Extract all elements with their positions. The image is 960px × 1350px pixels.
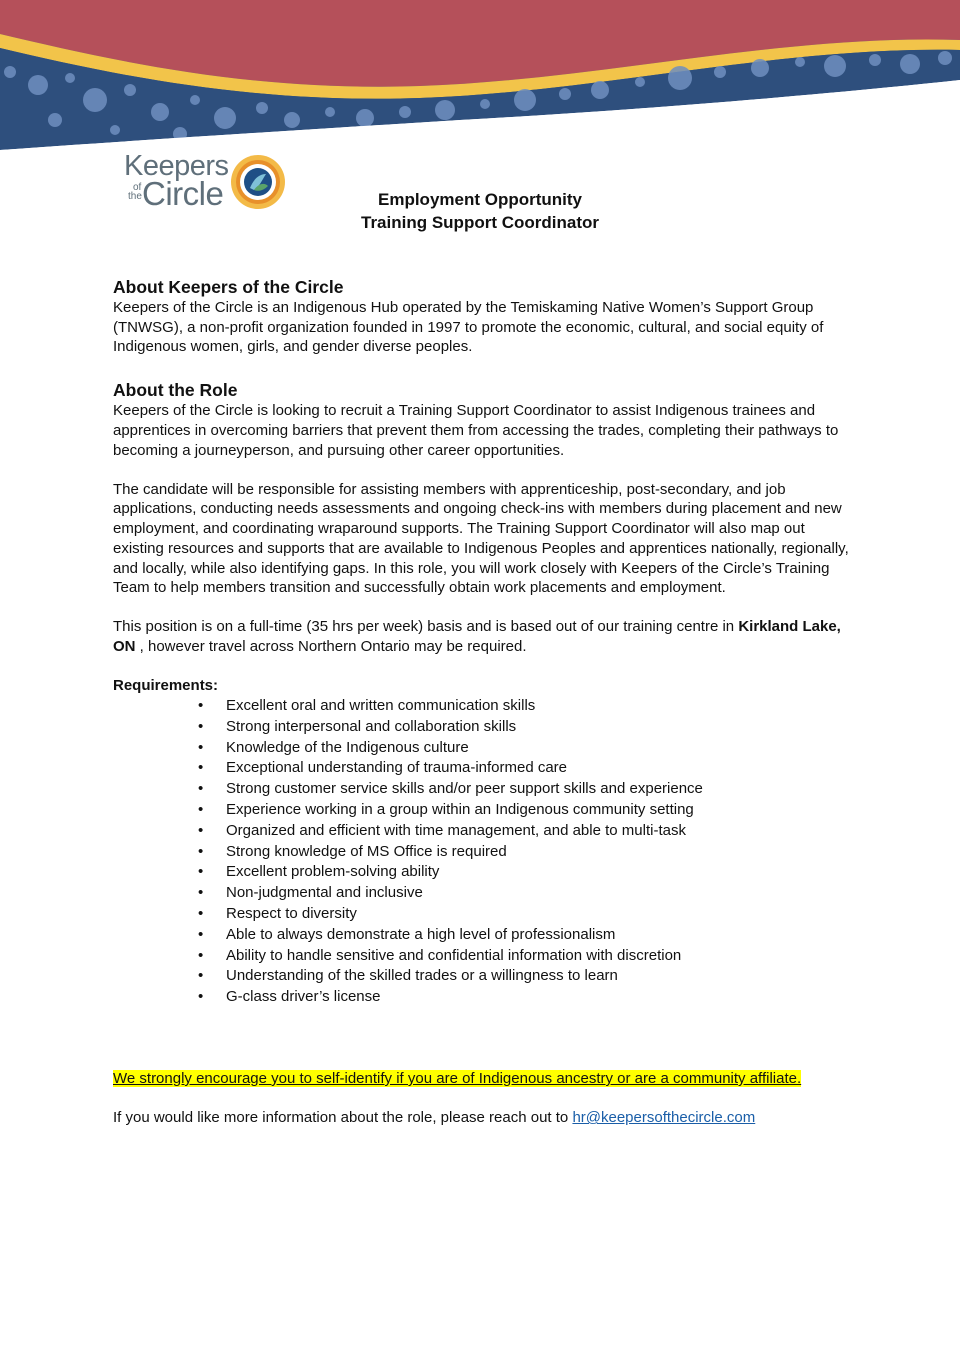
requirement-item: • G-class driver’s license: [113, 987, 853, 1008]
about-org-heading: About Keepers of the Circle: [113, 277, 344, 297]
bullet-icon: •: [198, 738, 204, 756]
bullet-icon: •: [198, 884, 204, 902]
self-identify-note: We strongly encourage you to self-identify if you are of Indigenous ancestry or are a community affiliate.: [113, 1070, 802, 1087]
bullet-icon: •: [198, 717, 204, 735]
about-org-body: Keepers of the Circle is an Indigenous Hub operated by the Temiskaming Native Women’s Support Group (TNWSG), a non-profit organization founded in 1997 to promote the economic, cultural, and social equity of Indigenous women, girls, and gender diverse peoples.: [113, 299, 824, 356]
page-title: Employment Opportunity: [378, 190, 582, 209]
requirement-item: • Strong knowledge of MS Office is required: [113, 842, 853, 863]
bullet-icon: •: [198, 967, 204, 985]
location-text: Kirkland Lake, ON: [113, 618, 841, 656]
requirement-item: • Excellent problem-solving ability: [113, 862, 853, 883]
job-title: Training Support Coordinator: [361, 213, 599, 232]
about-role-paragraph-2: The candidate will be responsible for assisting members with apprenticeship, post-secondary, and job applications, conducting needs assessments and ongoing check-ins with members during placement and new employment, and coordinating wraparound supports. The Training Support Coordinator will also map out existing resources and supports that are available to Indigenous Peoples and apprentices nationally, regionally, and locally, while also identifying gaps. In this role, you will work closely with Keepers of the Circle’s Training Team to help members transition and successfully obtain work placements and employment.: [113, 480, 849, 597]
header-banner: [0, 0, 960, 160]
bullet-icon: •: [198, 780, 204, 798]
bullet-icon: •: [198, 842, 204, 860]
about-role-paragraph-3: This position is on a full-time (35 hrs per week) basis and is based out of our training centre in Kirkland Lake, ON , however travel across Northern Ontario may be required.: [113, 618, 841, 656]
bullet-icon: •: [198, 988, 204, 1006]
bullet-icon: •: [198, 801, 204, 819]
bullet-icon: •: [198, 821, 204, 839]
contact-email-link[interactable]: hr@keepersofthecircle.com: [572, 1109, 756, 1127]
logo-of-the-text: of the: [128, 182, 142, 202]
requirement-item: • Strong customer service skills and/or peer support skills and experience: [113, 779, 853, 800]
bullet-icon: •: [198, 863, 204, 881]
requirement-item: • Strong interpersonal and collaboration skills: [113, 717, 853, 738]
about-role-heading: About the Role: [113, 380, 238, 401]
requirement-item: • Able to always demonstrate a high level of professionalism: [113, 925, 853, 946]
requirement-item: • Ability to handle sensitive and confidential information with discretion: [113, 946, 853, 967]
requirement-item: • Understanding of the skilled trades or a willingness to learn: [113, 966, 853, 987]
requirement-item: • Organized and efficient with time management, and able to multi-task: [113, 821, 853, 842]
requirement-item: • Excellent oral and written communication skills: [113, 696, 853, 717]
contact-line: If you would like more information about the role, please reach out to hr@keepersofthecircle.com: [113, 1109, 756, 1127]
requirement-item: • Knowledge of the Indigenous culture: [113, 738, 853, 759]
bullet-icon: •: [198, 759, 204, 777]
requirements-list: [113, 696, 853, 1008]
logo-keepers-text: Keepers: [124, 150, 229, 182]
bullet-icon: •: [198, 925, 204, 943]
title-block: [0, 188, 960, 234]
about-role-paragraph-1: Keepers of the Circle is looking to recruit a Training Support Coordinator to assist Indigenous trainees and apprentices in overcoming barriers that prevent them from accessing the trades, completing their pathways to becoming a journeyperson, and pursuing other career opportunities.: [113, 402, 839, 459]
document-body: [113, 276, 853, 1128]
requirement-item: • Experience working in a group within an Indigenous community setting: [113, 800, 853, 821]
requirement-item: • Respect to diversity: [113, 904, 853, 925]
bullet-icon: •: [198, 905, 204, 923]
requirements-heading: Requirements:: [113, 677, 219, 695]
requirement-item: • Exceptional understanding of trauma-informed care: [113, 758, 853, 779]
bullet-icon: •: [198, 697, 204, 715]
requirement-item: • Non-judgmental and inclusive: [113, 883, 853, 904]
bullet-icon: •: [198, 946, 204, 964]
logo-circle-text: Circle: [142, 175, 224, 212]
